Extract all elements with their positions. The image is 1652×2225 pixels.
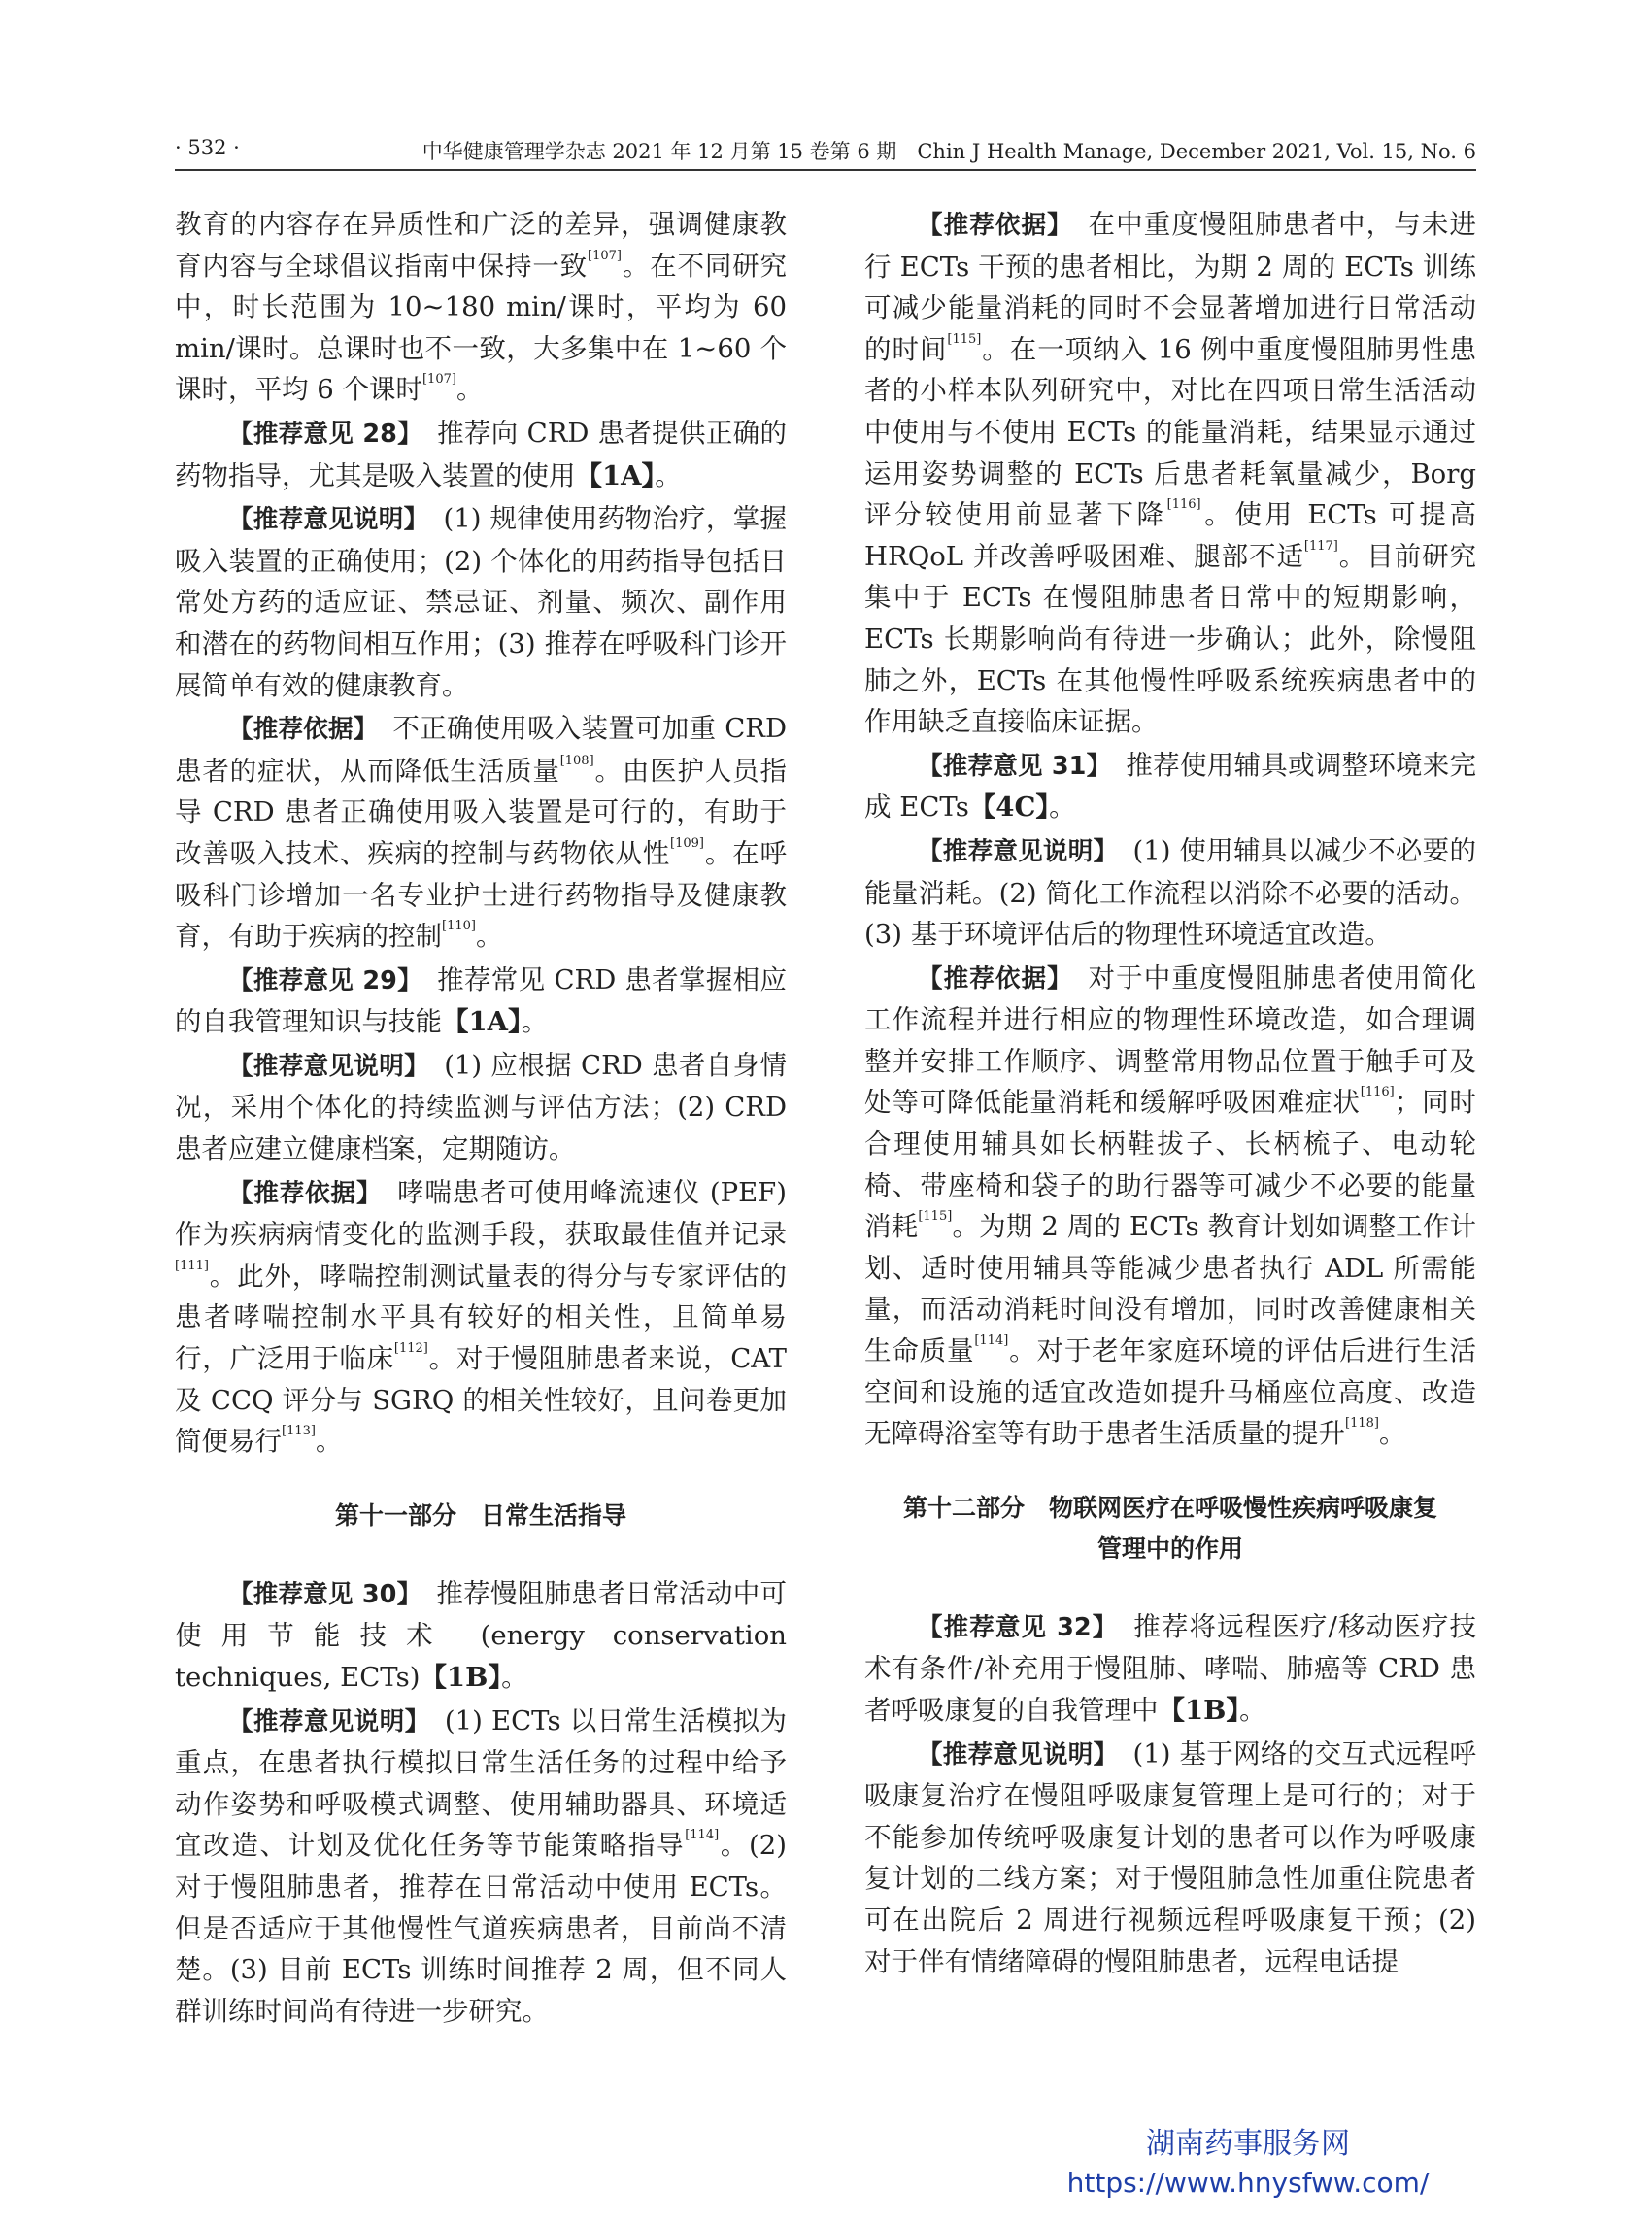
paragraph-text: 。 (655, 459, 682, 491)
paragraph-text: 。对于慢阻肺患者来说，CAT 及 CCQ 评分与 SGRQ 的相关性较好，且问卷更加简便易行 (175, 1343, 787, 1458)
recommendation-32 (864, 1606, 1476, 1732)
evidence-grade: 【4C】 (968, 792, 1050, 824)
paragraph-text: 推荐将远程医疗/移动医疗技术有条件/补充用于慢阻肺、哮喘、肺癌等 CRD 患者呼吸康复的自我管理中 (864, 1610, 1476, 1726)
evidence-grade: 【1A】 (575, 459, 656, 491)
citation: [117] (1303, 538, 1338, 554)
citation: [108] (559, 753, 594, 768)
citation: [114] (974, 1333, 1009, 1349)
paragraph-text: (1) 应根据 CRD 患者自身情况，采用个体化的持续监测与评估方法；(2) CRD 患者应建立健康档案，定期随访。 (175, 1049, 787, 1165)
bracket-label: 【推荐意见 29】 (228, 965, 411, 995)
paragraph-text: 。目前研究集中于 ECTs 在慢阻肺患者日常中的短期影响，ECTs 长期影响尚有待进一步确认；此外，除慢阻肺之外，ECTs 在其他慢性呼吸系统疾病患者中的作用缺乏直接临床证据。 (864, 540, 1477, 738)
evidence-grade: 【1A】 (442, 1006, 522, 1038)
paragraph-text: 。由医护人员指导 CRD 患者正确使用吸入装置是可行的，有助于改善吸入技术、疾病的控制与药物依从性 (175, 755, 787, 869)
citation: [116] (1166, 497, 1201, 513)
bracket-label: 【推荐依据】 (228, 1178, 370, 1208)
bracket-label: 【推荐意见 32】 (918, 1612, 1106, 1642)
paragraph-text: 。 (1239, 1695, 1266, 1726)
running-header (175, 132, 1476, 171)
recommendation-31-explanation (864, 830, 1476, 956)
paragraph-text: 。使用 ECTs 可提高 HRQoL 并改善呼吸困难、腿部不适 (864, 499, 1476, 572)
citation: [107] (421, 372, 456, 388)
paragraph-text: 。 (1378, 1418, 1406, 1450)
bracket-label: 【推荐意见说明】 (228, 1051, 418, 1081)
citation: [116] (1360, 1085, 1395, 1100)
bracket-label: 【推荐依据】 (918, 211, 1061, 240)
paragraph-text: 。 (475, 921, 503, 953)
paragraph-text: 。此外，哮喘控制测试量表的得分与专家评估的患者哮喘控制水平具有较好的相关性，且简单易行，广泛用于临床 (175, 1260, 787, 1375)
bracket-label: 【推荐意见 30】 (228, 1579, 410, 1609)
paragraph-text: 教育的内容存在异质性和广泛的差异，强调健康教育内容与全球倡议指南中保持一致 (175, 209, 787, 282)
recommendation-31 (864, 745, 1476, 828)
section-heading-11: 第十一部分 日常生活指导 (334, 1500, 626, 1530)
paragraph-text: 推荐慢阻肺患者日常活动中可使用节能技术 (energy conservation techniques, ECTs) (175, 1577, 787, 1693)
bracket-label: 【推荐依据】 (918, 963, 1061, 994)
section-heading-12-line2: 管理中的作用 (1096, 1534, 1243, 1563)
paragraph-text: 。 (455, 374, 484, 406)
paragraph-text: 对于中重度慢阻肺患者使用简化工作流程并进行相应的物理性环境改造，如合理调整并安排工作顺序、调整常用物品位置于触手可及处等可降低能量消耗和缓解呼吸困难症状 (864, 961, 1476, 1119)
paragraph-text: (1) 基于网络的交互式远程呼吸康复治疗在慢阻呼吸康复管理上是可行的；对于不能参加传统呼吸康复计划的患者可以作为呼吸康复计划的二线方案；对于慢阻肺急性加重住院患者可在出院后 2 周进行视频远程呼吸康复干预；(2) 对于伴有情绪障碍的慢阻肺患者，远程电话提 (864, 1737, 1476, 1977)
watermark-url[interactable]: https://www.hnysfww.com/ (1066, 2167, 1430, 2199)
recommendation-30 (175, 1573, 787, 1699)
left-column (175, 204, 787, 2034)
section-heading-12 (864, 1488, 1476, 1569)
paragraph-text: 推荐向 CRD 患者提供正确的药物指导，尤其是吸入装置的使用 (175, 417, 787, 491)
evidence-grade: 【1B】 (1158, 1695, 1240, 1726)
recommendation-29-explanation (175, 1045, 787, 1170)
bracket-label: 【推荐意见说明】 (228, 1706, 418, 1736)
page-number: · 532 · (175, 136, 240, 159)
bracket-label: 【推荐意见说明】 (918, 1739, 1106, 1770)
citation: [113] (282, 1424, 316, 1439)
journal-citation: 中华健康管理学杂志 2021 年 12 月第 15 卷第 6 期 Chin J Health Manage, December 2021, Vol. 15, No. 6 (421, 140, 1476, 163)
citation: [112] (393, 1341, 428, 1357)
bracket-label: 【推荐意见 28】 (228, 419, 411, 449)
evidence-grade: 【1B】 (420, 1662, 502, 1693)
paragraph-text: 。 (1049, 792, 1076, 824)
paragraph-education-duration (175, 204, 787, 411)
bracket-label: 【推荐意见说明】 (228, 505, 417, 535)
citation: [109] (670, 835, 704, 851)
citation: [107] (588, 248, 622, 263)
recommendation-31-basis (864, 958, 1476, 1455)
paragraph-text: 推荐常见 CRD 患者掌握相应的自我管理知识与技能 (175, 963, 787, 1038)
recommendation-29-basis (175, 1172, 787, 1463)
section-heading-12-line1: 第十二部分 物联网医疗在呼吸慢性疾病呼吸康复 (902, 1493, 1437, 1522)
citation: [114] (685, 1828, 720, 1843)
paragraph-text: 。 (315, 1426, 343, 1458)
recommendation-29 (175, 960, 787, 1043)
paragraph-text: ；同时合理使用辅具如长柄鞋拔子、长柄梳子、电动轮椅、带座椅和袋子的助行器等可减少不必要的能量消耗 (864, 1087, 1477, 1243)
bracket-label: 【推荐意见 31】 (918, 751, 1099, 781)
recommendation-30-basis (864, 204, 1476, 743)
paragraph-text: 哮喘患者可使用峰流速仪 (PEF) 作为疾病病情变化的监测手段，获取最佳值并记录 (175, 1176, 787, 1251)
paragraph-text: (1) 规律使用药物治疗，掌握吸入装置的正确使用；(2) 个体化的用药指导包括日常处方药的适应证、禁忌证、剂量、频次、副作用和潜在的药物间相互作用；(3) 推荐在呼吸科门诊开展简单有效的健康教育。 (175, 503, 787, 701)
paragraph-text: 。(2) 对于慢阻肺患者，推荐在日常活动中使用 ECTs。但是否适应于其他慢性气道疾病患者，目前尚不清楚。(3) 目前 ECTs 训练时间推荐 2 周，但不同人群训练时间尚有待进一步研究。 (175, 1830, 787, 2027)
bracket-label: 【推荐依据】 (228, 715, 366, 745)
recommendation-32-explanation (864, 1734, 1476, 1983)
paragraph-text: 不正确使用吸入装置可加重 CRD 患者的症状，从而降低生活质量 (175, 713, 787, 787)
right-column (864, 204, 1476, 1984)
paragraph-text: 。为期 2 周的 ECTs 教育计划如调整工作计划、适时使用辅具等能减少患者执行 ADL 所需能量，而活动消耗时间没有增加，同时改善健康相关生命质量 (864, 1211, 1477, 1367)
paragraph-text: (1) ECTs 以日常生活模拟为重点，在患者执行模拟日常生活任务的过程中给予动作姿势和呼吸模式调整、使用辅助器具、环境适宜改造、计划及优化任务等节能策略指导 (175, 1704, 787, 1862)
citation: [111] (175, 1258, 209, 1273)
watermark (1044, 2125, 1452, 2203)
citation: [110] (442, 919, 476, 934)
recommendation-28-explanation (175, 498, 787, 706)
paragraph-text: 。 (501, 1662, 528, 1693)
paragraph-text: (1) 使用辅具以减少不必要的能量消耗。(2) 简化工作流程以消除不必要的活动。(3) 基于环境评估后的物理性环境适宜改造。 (864, 834, 1476, 951)
citation: [115] (947, 331, 982, 347)
paragraph-text: 。在一项纳入 16 例中重度慢阻肺男性患者的小样本队列研究中，对比在四项日常生活活动中使用与不使用 ECTs 的能量消耗，结果显示通过运用姿势调整的 ECTs 后患者耗氧量减少，Borg 评分较使用前显著下降 (864, 333, 1477, 531)
paragraph-text: 在中重度慢阻肺患者中，与未进行 ECTs 干预的患者相比，为期 2 周的 ECTs 训练可减少能量消耗的同时不会显著增加进行日常活动的时间 (864, 209, 1476, 365)
paragraph-text: 推荐使用辅具或调整环境来完成 ECTs (864, 749, 1476, 824)
recommendation-28 (175, 413, 787, 496)
watermark-site-name: 湖南药事服务网 (1146, 2127, 1350, 2161)
recommendation-28-basis (175, 708, 787, 958)
recommendation-30-explanation (175, 1701, 787, 2033)
paragraph-text: 。在不同研究中，时长范围为 10~180 min/课时，平均为 60 min/课时。总课时也不一致，大多集中在 1~60 个课时，平均 6 个课时 (175, 250, 788, 406)
paragraph-text: 。对于老年家庭环境的评估后进行生活空间和设施的适宜改造如提升马桶座位高度、改造无障碍浴室等有助于患者生活质量的提升 (864, 1335, 1477, 1450)
paragraph-text: 。在呼吸科门诊增加一名专业护士进行药物指导及健康教育，有助于疾病的控制 (175, 837, 788, 953)
paragraph-text: 。 (521, 1006, 549, 1038)
citation: [115] (918, 1209, 953, 1225)
bracket-label: 【推荐意见说明】 (918, 836, 1106, 866)
citation: [118] (1345, 1416, 1379, 1432)
